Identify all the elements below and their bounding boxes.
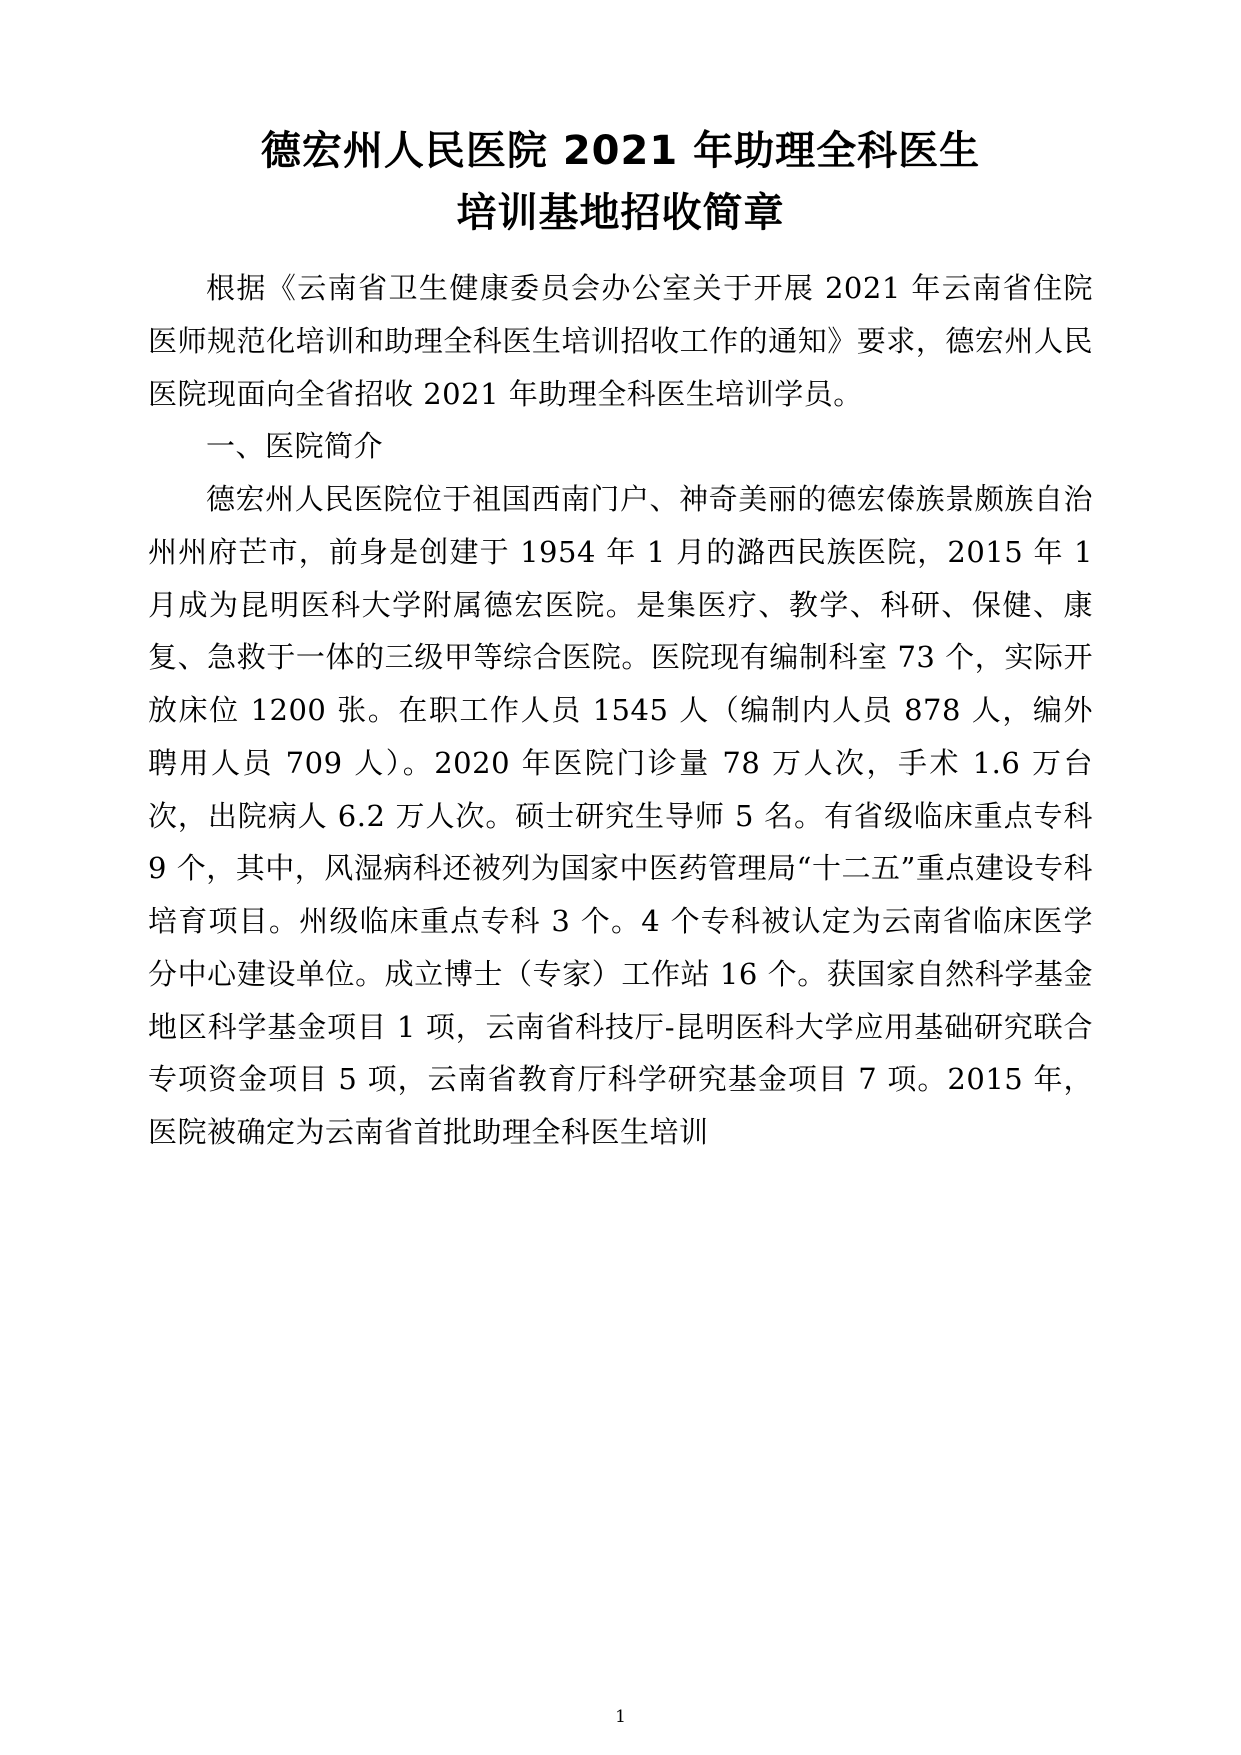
page-title — [148, 120, 1093, 244]
page-number: 1 — [615, 1707, 626, 1727]
paragraph-intro: 根据《云南省卫生健康委员会办公室关于开展 2021 年云南省住院医师规范化培训和助理全科医生培训招收工作的通知》要求，德宏州人民医院现面向全省招收 2021 年助理全科医生培训学员。 — [148, 271, 1093, 411]
page-title-line-1: 德宏州人民医院 2021 年助理全科医生 — [260, 128, 981, 174]
document-body — [148, 262, 1093, 1159]
paragraph-hospital-description: 德宏州人民医院位于祖国西南门户、神奇美丽的德宏傣族景颇族自治州州府芒市，前身是创建于 1954 年 1 月的潞西民族医院，2015 年 1 月成为昆明医科大学附属德宏医院。是集医疗、教学、科研、保健、康复、急救于一体的三级甲等综合医院。医院现有编制科室 73 个，实际开放床位 1200 张。在职工作人员 1545 人（编制内人员 878 人，编外聘用人员 709 人）。2020 年医院门诊量 78 万人次，手术 1.6 万台次，出院病人 6.2 万人次。硕士研究生导师 5 名。有省级临床重点专科 9 个，其中，风湿病科还被列为国家中医药管理局“十二五”重点建设专科培育项目。州级临床重点专科 3 个。4 个专科被认定为云南省临床医学分中心建设单位。成立博士（专家）工作站 16 个。获国家自然科学基金地区科学基金项目 1 项，云南省科技厅-昆明医科大学应用基础研究联合专项资金项目 5 项，云南省教育厅科学研究基金项目 7 项。2015 年，医院被确定为云南省首批助理全科医生培训 — [148, 482, 1093, 1150]
page-title-line-2: 培训基地招收简章 — [456, 190, 785, 236]
section-heading-hospital-intro: 一、医院简介 — [206, 429, 384, 464]
